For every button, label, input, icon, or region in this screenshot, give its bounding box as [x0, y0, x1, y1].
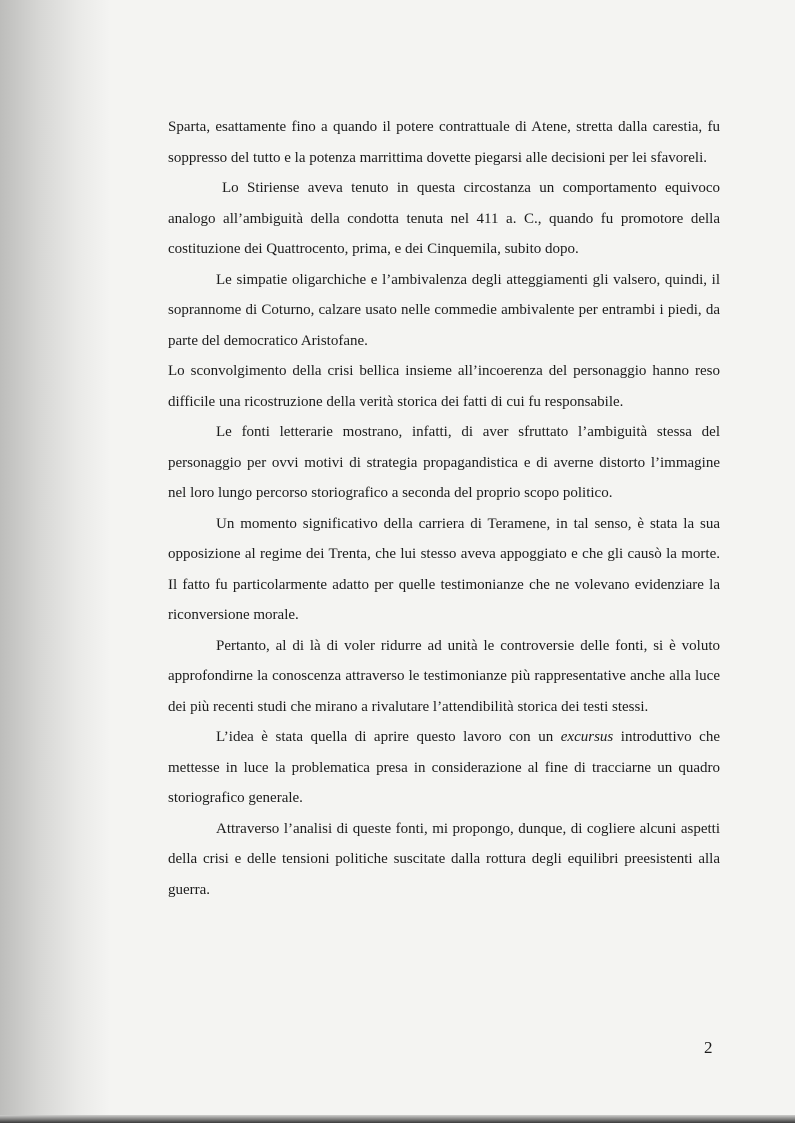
paragraph-text: introduttivo che mettesse in luce la problematica presa in considerazione al fine di tracciarne un quadro storiografico generale.	[168, 729, 720, 806]
italic-term: excursus	[560, 729, 614, 745]
scan-bottom-edge	[0, 1115, 795, 1123]
paragraph: Attraverso l’analisi di queste fonti, mi propongo, dunque, di cogliere alcuni aspetti della crisi e delle tensioni politiche suscitate dalla rottura degli equilibri preesistenti alla guerra.	[168, 820, 720, 898]
page-body	[168, 112, 720, 905]
paragraph: Lo Stiriense aveva tenuto in questa circostanza un comportamento equivoco analogo all’ambiguità della condotta tenuta nel 411 a. C., quando fu promotore della costituzione dei Quattrocento, prima, e dei Cinquemila, subito dopo.	[168, 180, 720, 257]
paragraph: Sparta, esattamente fino a quando il potere contrattuale di Atene, stretta dalla carestia, fu soppresso del tutto e la potenza marrittima dovette piegarsi alle decisioni per lei sfavoreli.	[168, 119, 720, 166]
paragraph-text: L’idea è stata quella di aprire questo lavoro con un	[216, 729, 561, 745]
paragraph: Le fonti letterarie mostrano, infatti, di aver sfruttato l’ambiguità stessa del personaggio per ovvi motivi di strategia propagandistica e di averne distorto l’immagine nel loro lungo percorso storiografico a seconda del proprio scopo politico.	[168, 424, 720, 501]
paragraph: Le simpatie oligarchiche e l’ambivalenza degli atteggiamenti gli valsero, quindi, il soprannome di Coturno, calzare usato nelle commedie ambivalente per entrambi i piedi, da parte del democratico Aristofane.	[168, 271, 720, 349]
scan-binding-shadow	[0, 0, 110, 1123]
paragraph	[168, 722, 720, 814]
page-number: 2	[704, 1038, 713, 1057]
paragraph: Lo sconvolgimento della crisi bellica insieme all’incoerenza del personaggio hanno reso difficile una ricostruzione della verità storica dei fatti di cui fu responsabile.	[168, 363, 720, 410]
paragraph: Pertanto, al di là di voler ridurre ad unità le controversie delle fonti, si è voluto approfondirne la conoscenza attraverso le testimonianze più rappresentative anche alla luce dei più recenti studi che mirano a rivalutare l’attendibilità storica dei testi stessi.	[168, 637, 720, 715]
paragraph: Un momento significativo della carriera di Teramene, in tal senso, è stata la sua opposizione al regime dei Trenta, che lui stesso aveva appoggiato e che gli causò la morte. Il fatto fu particolarmente adatto per quelle testimonianze che ne volevano evidenziare la riconversione morale.	[168, 515, 720, 623]
